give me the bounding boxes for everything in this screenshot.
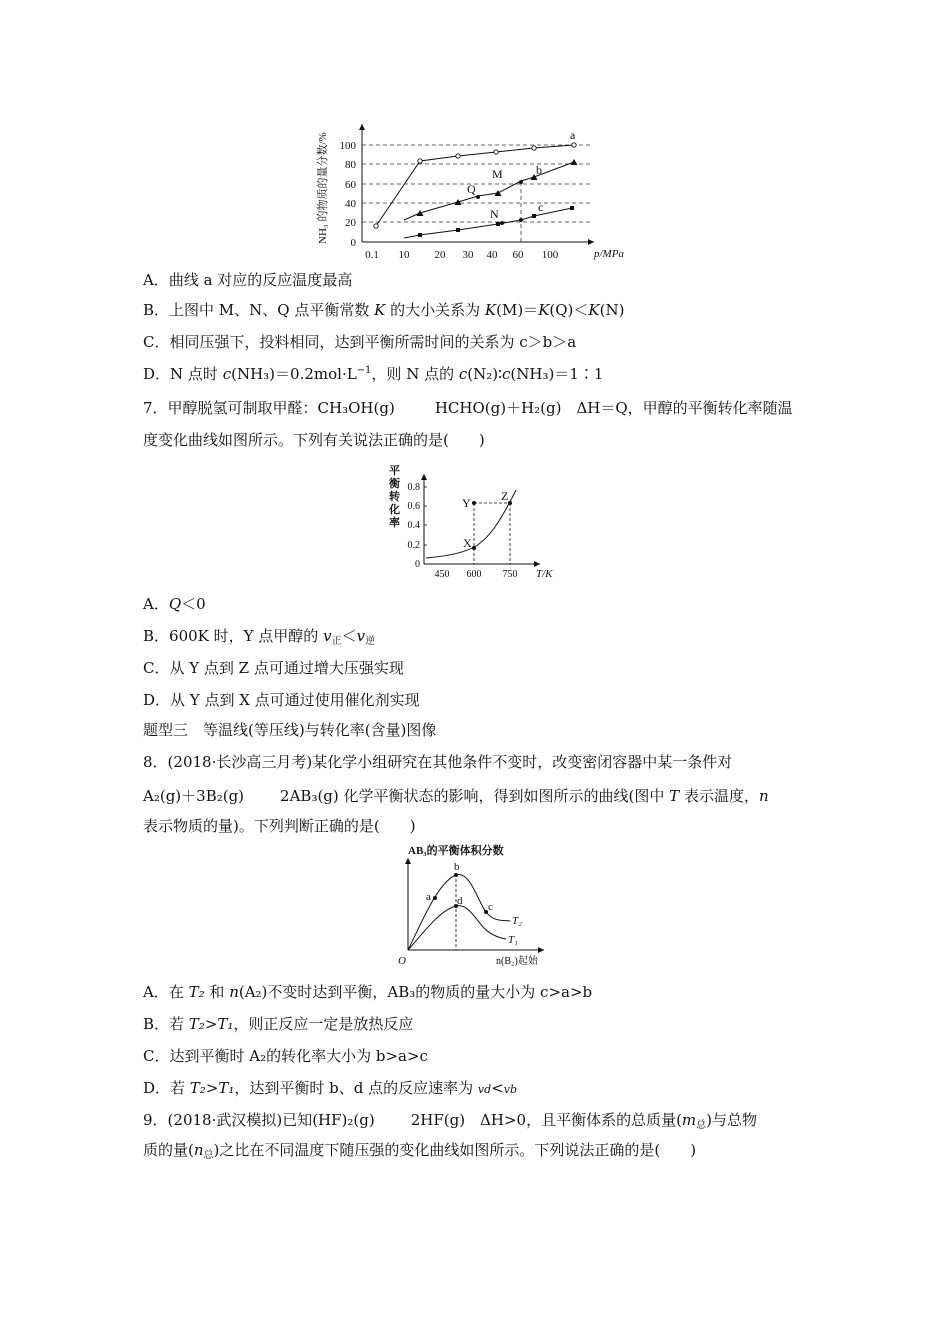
chart2-xtick: 450 (434, 569, 450, 580)
methanol-conversion-chart (380, 462, 570, 582)
point-label-Q: Q (467, 182, 476, 196)
q9-stem-line1: 9．(2018·武汉模拟)已知(HF)₂(g) 2HF(g) ΔH>0，且平衡体系的总质量$(m_总)$与总物 (143, 1111, 758, 1131)
chart1-ylabel: NH₃ 的物质的量分数/% (317, 132, 329, 244)
q7-option-b: B．600K 时，Y 点甲醇的 $v_正<v_逆$ (143, 627, 376, 647)
chart1-xtick: 0.1 (365, 249, 379, 261)
chart1-xtick: 60 (512, 249, 524, 261)
section-heading: 题型三 等温线(等压线)与转化率(含量)图像 (143, 721, 437, 739)
q7-option-c: C．从 Y 点到 Z 点可通过增大压强实现 (143, 659, 404, 677)
chart1-ytick: 0 (350, 237, 356, 249)
q9-stem-line2: 质的量$(n_总)$之比在不同温度下随压强的变化曲线如图所示。下列说法正确的是( ) (143, 1141, 697, 1161)
chart2-ytick: 0.6 (407, 501, 420, 512)
chart2-ytick: 0.2 (407, 540, 420, 551)
q6-option-a: A．曲线 a 对应的反应温度最高 (143, 271, 353, 289)
chart2-ylabel-char: 平 (389, 465, 400, 477)
chart2-xtick: 600 (466, 569, 482, 580)
curve-label-b: b (536, 163, 542, 177)
chart2-ylabel-char: 率 (389, 517, 400, 529)
chart1-ytick: 60 (345, 179, 356, 191)
chart1-xlabel: p/MPa (594, 248, 624, 260)
point-label-X: X (463, 536, 472, 550)
q8-option-d: D．若 T₂>T₁，达到平衡时 b、d 点的反应速率为 vd<vb (143, 1079, 518, 1097)
chart2-ytick: 0.8 (407, 482, 420, 493)
chart1-ytick: 80 (345, 159, 356, 171)
chart2-ytick: 0 (415, 559, 420, 570)
q8-option-b: B．若 T₂>T₁，则正反应一定是放热反应 (143, 1015, 414, 1033)
q8-stem-line3: 表示物质的量)。下列判断正确的是( ) (143, 817, 416, 835)
point-label-Z: Z (501, 489, 509, 503)
chart2-xlabel: T/K (536, 568, 553, 580)
point-label-M: M (492, 167, 503, 181)
curve-label-T2: T₂ (512, 915, 522, 927)
chart1-xtick: 100 (541, 249, 559, 261)
point-label-a: a (426, 891, 431, 903)
q7-stem-line1: 7．甲醇脱氢可制取甲醛：CH₃OH(g) HCHO(g)＋H₂(g) ΔH＝Q，甲醇的平衡转化率随温 (143, 399, 793, 417)
curve-label-a: a (570, 128, 576, 142)
chart2-ylabel-char: 转 (389, 491, 400, 503)
q8-stem-line1: 8．(2018·长沙高三月考)某化学小组研究在其他条件不变时，改变密闭容器中某一条件对 (143, 753, 733, 771)
chart1-ytick: 40 (345, 198, 356, 210)
q7-option-a: A．Q＜0 (143, 595, 206, 613)
point-label-b: b (454, 861, 460, 873)
q8-option-a: A．在 T₂ 和 n(A₂)不变时达到平衡，AB₃的物质的量大小为 c>a>b (143, 983, 593, 1001)
chart2-xtick: 750 (502, 569, 518, 580)
chart3-xlabel: n(B₂)起始 (496, 956, 538, 967)
chart1-xtick: 20 (434, 249, 446, 261)
curve-label-T1: T₁ (508, 934, 518, 946)
q6-option-d: D．N 点时 $c(NH_3)=0.2mol\cdot L^{-1}$，则 N 点的 c(N₂)∶c(NH₃)＝1∶1 (143, 365, 604, 383)
q6-option-b: B．上图中 M、N、Q 点平衡常数 K 的大小关系为 K(M)＝K(Q)＜K(N) (143, 301, 625, 319)
point-label-Y: Y (462, 496, 471, 510)
nh3-pressure-chart (312, 116, 632, 264)
q7-stem-line2: 度变化曲线如图所示。下列有关说法正确的是( ) (143, 431, 485, 449)
chart1-ytick: 100 (339, 140, 356, 152)
q8-stem-line2: A₂(g)＋3B₂(g) 2AB₃(g) 化学平衡状态的影响，得到如图所示的曲线(图中 T 表示温度，n (143, 787, 769, 805)
chart2-ylabel-char: 化 (389, 504, 400, 516)
chart1-xtick: 10 (398, 249, 410, 261)
q7-option-d: D．从 Y 点到 X 点可通过使用催化剂实现 (143, 691, 420, 709)
q6-option-c: C．相同压强下，投料相同，达到平衡所需时间的关系为 c＞b＞a (143, 333, 577, 351)
chart2-ylabel-char: 衡 (389, 478, 400, 490)
chart1-ytick: 20 (345, 217, 356, 229)
point-label-N: N (490, 207, 499, 221)
q8-option-c: C．达到平衡时 A₂的转化率大小为 b>a>c (143, 1047, 428, 1065)
point-label-d: d (457, 895, 463, 907)
chart3-origin: O (398, 955, 406, 967)
chart2-ytick: 0.4 (407, 520, 420, 531)
chart3-title: AB₃的平衡体积分数 (408, 845, 504, 857)
ab3-volume-fraction-chart (394, 842, 564, 968)
chart1-xtick: 30 (462, 249, 474, 261)
curve-label-c: c (538, 200, 544, 214)
point-label-c: c (488, 901, 493, 913)
chart1-xtick: 40 (486, 249, 498, 261)
